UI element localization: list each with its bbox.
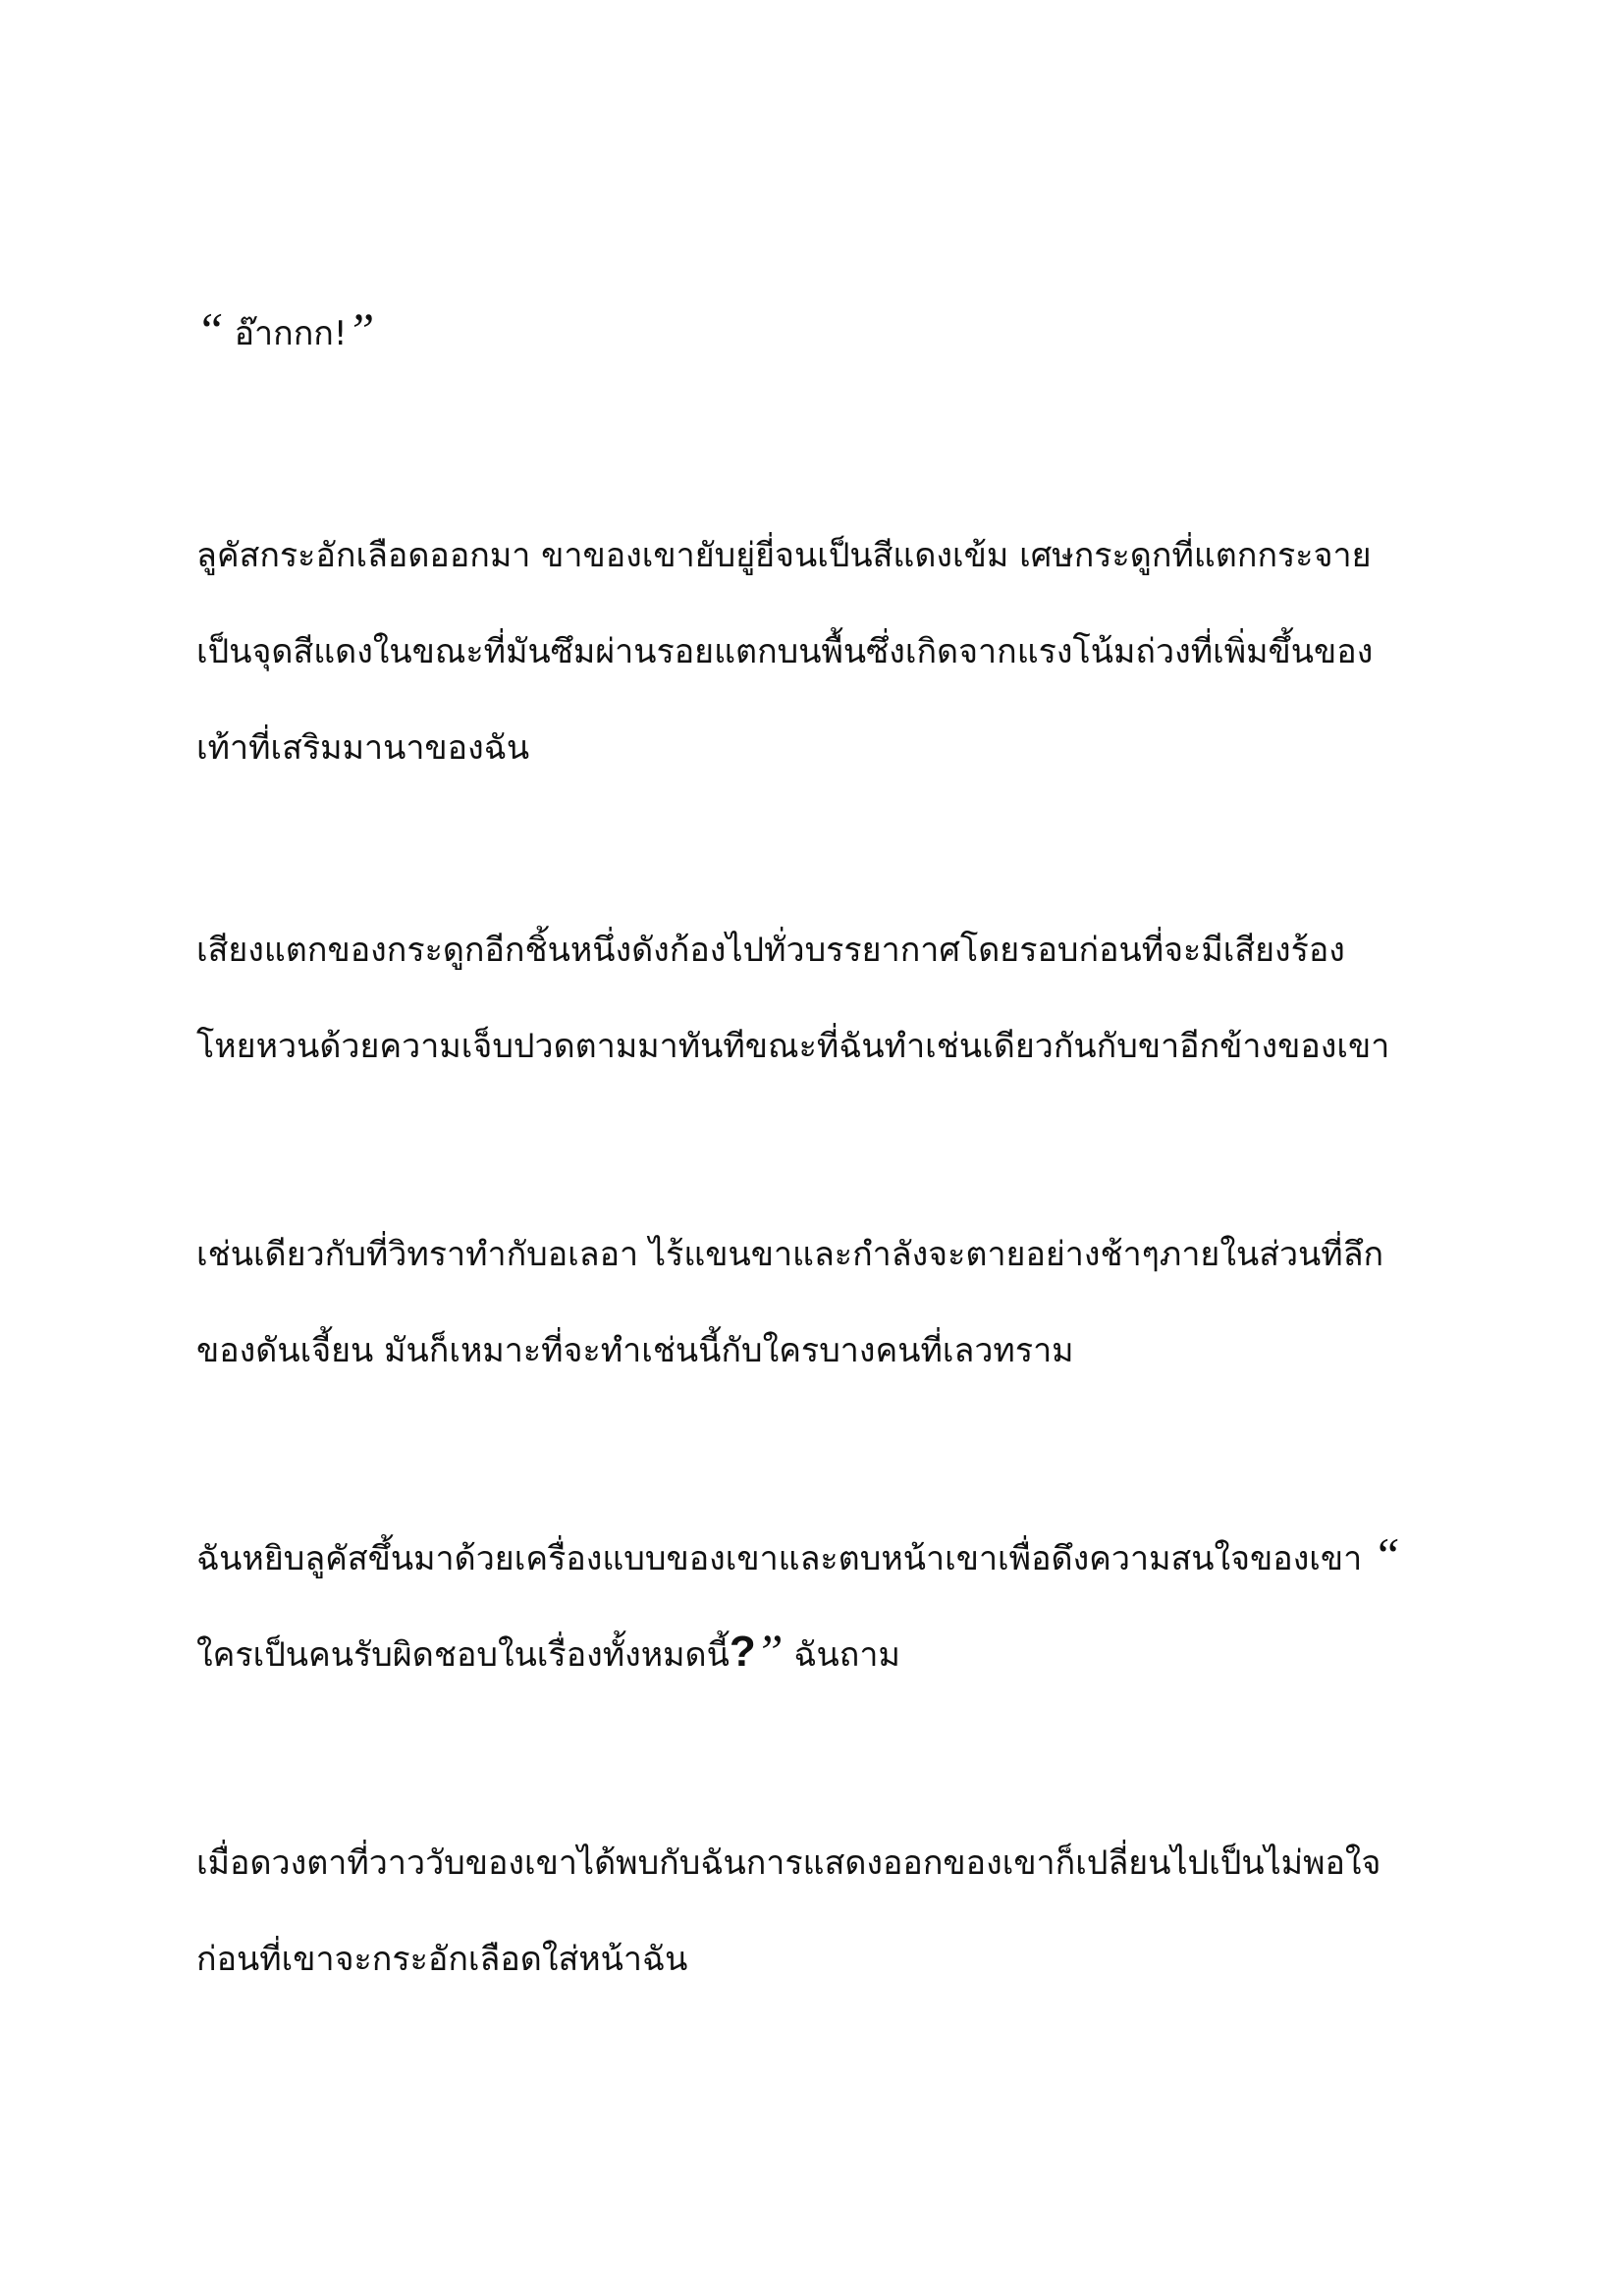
paragraph-lucas-coughs bbox=[196, 538, 1443, 827]
text-line bbox=[196, 1624, 1443, 1734]
dialogue-tag: ฉันถาม bbox=[793, 1635, 900, 1675]
question-mark: ? bbox=[729, 1628, 756, 1676]
text-line bbox=[196, 302, 1443, 412]
text-line: โหยหวนด้วยความเจ็บปวดตามมาทันทีขณะที่ฉันทำเช่นเดียวกันกับขาอีกข้างของเขา bbox=[196, 1027, 1390, 1066]
dialogue-text: อ๊ากกก! bbox=[234, 314, 348, 353]
open-quote-mark: “ bbox=[196, 302, 224, 357]
paragraph-exclamation bbox=[196, 302, 1443, 412]
narration-text: ฉันหยิบลูคัสขึ้นมาด้วยเครื่องแบบของเขาและตบหน้าเขาเพื่อดึงความสนใจของเขา bbox=[196, 1539, 1363, 1578]
close-quote-mark: ” bbox=[755, 1624, 784, 1679]
text-line: เป็นจุดสีแดงในขณะที่มันซึมผ่านรอยแตกบนพื้นซึ่งเกิดจากแรงโน้มถ่วงที่เพิ่มขึ้นของ bbox=[196, 632, 1374, 671]
text-line: ลูคัสกระอักเลือดออกมา ขาของเขายับยู่ยี่จนเป็นสีแดงเข้ม เศษกระดูกที่แตกกระจาย bbox=[196, 536, 1372, 575]
text-line: เมื่อดวงตาที่วาววับของเขาได้พบกับฉันการแสดงออกของเขาก็เปลี่ยนไปเป็นไม่พอใจ bbox=[196, 1843, 1381, 1883]
text-line: เท้าที่เสริมมานาของฉัน bbox=[196, 728, 530, 768]
text-line: ก่อนที่เขาจะกระอักเลือดใส่หน้าฉัน bbox=[196, 1940, 688, 1979]
paragraph-bone-crack bbox=[196, 933, 1443, 1125]
text-line: เสียงแตกของกระดูกอีกชิ้นหนึ่งดังก้องไปทั่วบรรยากาศโดยรอบก่อนที่จะมีเสียงร้อง bbox=[196, 931, 1345, 970]
open-quote-mark: “ bbox=[1373, 1527, 1400, 1582]
close-quote-mark: ” bbox=[347, 302, 375, 357]
paragraph-spits-blood bbox=[196, 1845, 1443, 2038]
paragraph-vitra-comparison bbox=[196, 1237, 1443, 1429]
text-line bbox=[196, 1527, 1443, 1637]
paragraph-interrogation bbox=[196, 1527, 1443, 1734]
dialogue-text: ใครเป็นคนรับผิดชอบในเรื่องทั้งหมดนี้ bbox=[196, 1635, 730, 1675]
text-line: เช่นเดียวกับที่วิทราทำกับอเลอา ไร้แขนขาและกำลังจะตายอย่างช้าๆภายในส่วนที่ลึก bbox=[196, 1235, 1384, 1274]
text-line: ของดันเจี้ยน มันก็เหมาะที่จะทำเช่นนี้กับใครบางคนที่เลวทราม bbox=[196, 1331, 1074, 1370]
